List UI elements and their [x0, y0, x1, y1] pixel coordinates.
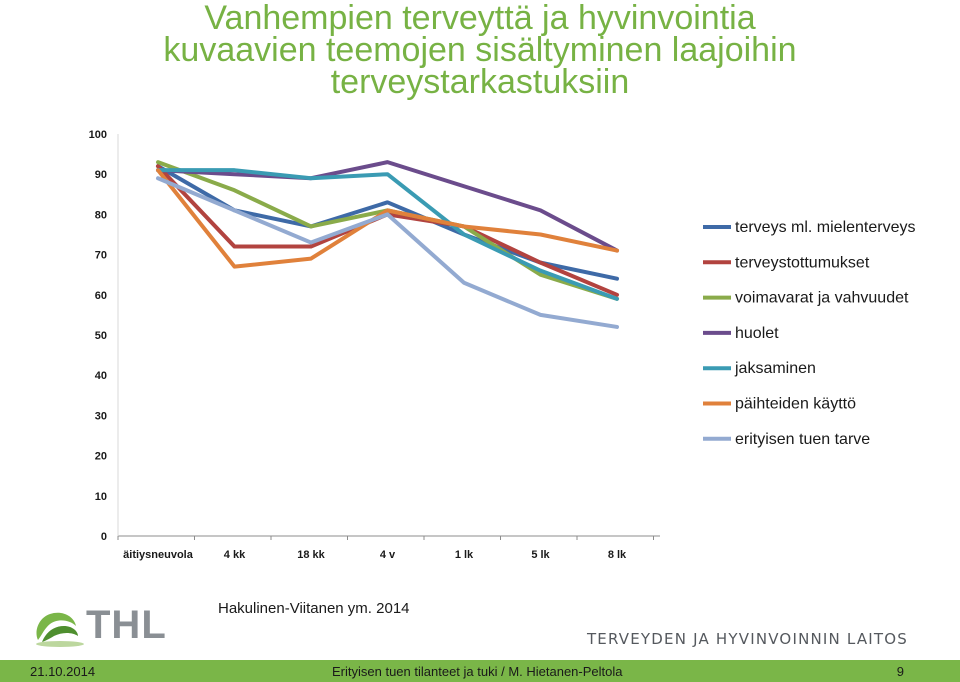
citation: Hakulinen-Viitanen ym. 2014: [218, 600, 410, 617]
line-chart: [0, 120, 960, 570]
legend-label: erityisen tuen tarve: [735, 430, 871, 448]
y-axis-tick-labels: [89, 129, 107, 543]
legend-label: jaksaminen: [735, 360, 816, 378]
y-tick-label: 60: [94, 289, 107, 302]
thl-logo-text: THL: [86, 603, 167, 647]
x-tick-label: äitiysneuvola: [123, 549, 193, 561]
y-tick-label: 100: [88, 129, 107, 141]
legend-label: voimavarat ja vahvuudet: [735, 289, 909, 307]
x-tick-label: 8 lk: [607, 549, 627, 561]
series-line-3: [158, 162, 617, 299]
footer-page-number: 9: [896, 664, 904, 679]
y-tick-label: 40: [94, 370, 107, 383]
footer-date: 21.10.2014: [30, 664, 96, 679]
legend-label: terveys ml. mielenterveys: [735, 219, 916, 236]
y-tick-label: 80: [94, 209, 107, 222]
organization-name: TERVEYDEN JA HYVINVOINNIN LAITOS: [586, 630, 908, 648]
y-tick-label: 50: [94, 330, 107, 342]
series-lines: [158, 162, 617, 327]
x-tick-label: 5 lk: [531, 549, 550, 561]
legend-label: päihteiden käyttö: [735, 395, 856, 413]
slide-title-line-2: kuvaavien teemojen sisältyminen laajoihin: [163, 31, 797, 69]
footer-title: Erityisen tuen tilanteet ja tuki / M. Hietanen-Peltola: [332, 664, 623, 679]
x-tick-label: 4 kk: [223, 549, 246, 561]
series-line-6: [158, 170, 617, 266]
y-tick-label: 20: [94, 450, 107, 463]
series-line-1: [158, 166, 617, 279]
slide-title-line-3: terveystarkastuksiin: [330, 63, 630, 101]
x-tick-label: 18 kk: [297, 549, 325, 561]
slide-title-line-1: Vanhempien terveyttä ja hyvinvointia: [204, 0, 756, 37]
x-tick-label: 4 v: [379, 549, 396, 561]
x-tick-label: 1 lk: [454, 549, 474, 561]
y-tick-label: 90: [94, 169, 107, 182]
chart-legend: [703, 219, 916, 448]
legend-label: huolet: [735, 324, 779, 342]
slide-title: [0, 0, 960, 101]
y-tick-label: 30: [94, 410, 107, 423]
y-tick-label: 70: [94, 249, 107, 262]
footer-bar: [0, 660, 960, 682]
legend-label: terveystottumukset: [735, 254, 870, 272]
y-tick-label: 0: [100, 531, 107, 543]
y-tick-label: 10: [94, 490, 107, 503]
x-axis-tick-labels: [123, 549, 627, 561]
